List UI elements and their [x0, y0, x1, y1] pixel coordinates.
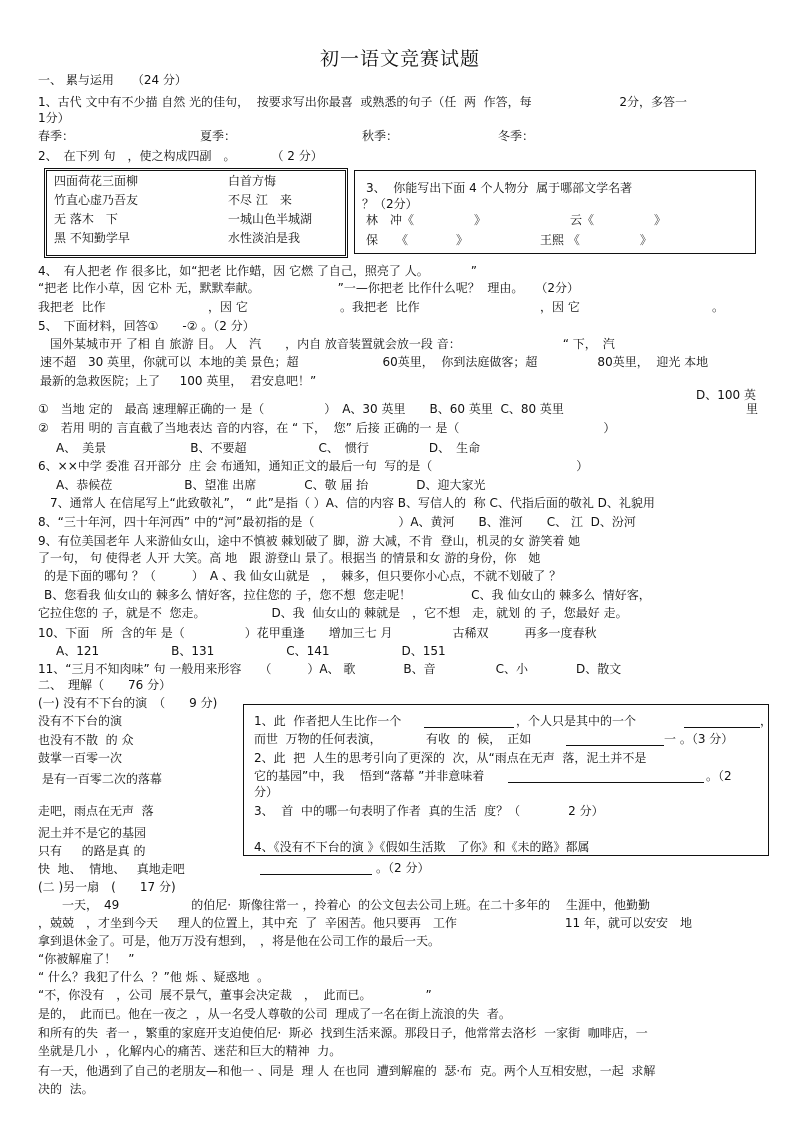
q10-options: A、121 B、131 C、141 D、151: [56, 644, 446, 658]
q8-line: 8、“三十年河，四十年河西” 中的“河”最初指的是（ ）A、黄河 B、淮河 C、 江 D、汾河: [38, 515, 636, 529]
box-q2-line2-a: 它的基园”中，我 悟到“落幕 ”并非意味着: [254, 769, 485, 783]
q9-line4: B、您看我 仙女山的 棘多么 情好客，拉住您的 子，您不想 您走呢！ C、我 仙女山的 棘多么 情好客，: [44, 588, 651, 602]
q4-line3-d: ，因 它: [540, 300, 580, 314]
part2-title: (二 )另一扇 ( 17 分): [38, 880, 176, 894]
poem-line-8: 只有 的路是真 的: [38, 844, 146, 858]
section-2-header: 二、 理解（ 76 分）: [38, 678, 172, 692]
poem-line-3: 鼓掌一百零一次: [38, 751, 123, 765]
q3-row1-b: 云《 》: [570, 213, 667, 227]
q4-line2: “把老 比作小草，因 它朴 无，默默奉献。 ”一—你把老 比作什么呢？ 理由。 （2分）: [38, 281, 579, 295]
box-q1-line2-b: 有收 的 候， 正如: [426, 732, 532, 746]
q1-line2: 1分）: [38, 111, 70, 125]
q1-summer: 夏季：: [200, 129, 237, 143]
q4-line3-e: 。: [712, 300, 725, 314]
box-q2-line2-b: 。（2: [706, 769, 732, 783]
q5-sub1: ① 当地 定的 最高 速理解正确的一 是（ ） A、30 英里 B、60 英里 C、80 英里: [38, 402, 564, 416]
q10-line: 10、下面 所 含的年 是（ ）花甲重逢 增加三七 月 古稀双 再多一度春秋: [38, 626, 597, 640]
q5-option-d-b: 里: [746, 402, 759, 416]
q4-tail: 。（2 分）: [376, 861, 430, 875]
q3-row1-a: 林 冲《 》: [366, 213, 487, 227]
poem-line-9: 快 地、 情地、 真地走吧: [38, 862, 185, 876]
box-q1-blank-3[interactable]: [566, 745, 664, 746]
q5-sub2: ② 若用 明的 言直截了当地表达 音的内容，在 “ 下， 您” 后接 正确的一 是（ ）: [38, 421, 616, 435]
q2-left-4: 黑 不知勤学早: [54, 231, 130, 245]
q6-options: A、恭候莅 B、望准 出席 C、敬 届 抬 D、迎大家光: [56, 478, 486, 492]
q4-line1: 4、 有人把老 作 很多比，如“把老 比作蜡，因 它燃 了自己，照亮了 人。 ”: [38, 264, 477, 278]
q2-left-2: 竹直心虚乃吾友: [54, 193, 139, 207]
poem-line-1: 没有不下台的演: [38, 714, 123, 728]
q2-right-3: 一城山色半城湖: [228, 212, 313, 226]
page-title: 初一语文竞赛试题: [319, 48, 480, 70]
box-q1-blank-2[interactable]: [684, 727, 760, 728]
q1-spring: 春季：: [38, 129, 75, 143]
q2-right-2: 不尽 江 来: [228, 193, 292, 207]
box-q1-line1-a: 1、此 作者把人生比作一个: [254, 714, 402, 728]
passage-line-6: “不，你没有 ，公司 展不景气，董事会决定裁 ， 此而已。 ”: [38, 988, 432, 1002]
passage-line-7: 是的， 此而已。他在一夜之 ，从一名受人尊敬的公司 理成了一名在街上流浪的失 者。: [38, 1007, 511, 1021]
q9-line1: 9、有位美国老年 人来游仙女山，途中不慎被 棘划破了 脚，游 大减，不肯 登山，机灵的女 游笑着 她: [38, 534, 581, 548]
passage-line-11: 决的 法。: [38, 1082, 94, 1096]
q2-right-4: 水性淡泊是我: [228, 231, 301, 245]
q11-line: 11、“三月不知肉味” 句 一般用来形容 （ ）A、 歌 B、音 C、小 D、散文: [38, 662, 622, 676]
q5-line4: 最新的急救医院；上了 100 英里， 君安息吧！”: [40, 374, 317, 388]
q7-line: 7、通常人 在信尾写上“此致敬礼”， “ 此”是指（ ）A、信的内容 B、写信人的 称 C、代指后面的敬礼 D、礼貌用: [50, 496, 655, 510]
passage-line-4: “你被解雇了！ ”: [38, 952, 135, 966]
q4-line3-a: 我把老 比作: [38, 300, 106, 314]
q5-line2: 国外某城市开 了相 自 旅游 目。 人 汽 ，内自 放音装置就会放一段 音： “ 下， 汽: [38, 337, 615, 351]
q2-left-3: 无 落木 下: [54, 212, 118, 226]
q1-line1: 1、古代 文中有不少描 自然 光的佳句， 按要求写出你最喜 或熟悉的句子（任 两 作答，每 2分，多答一: [38, 95, 688, 109]
q3-row2-a: 保 《 》: [366, 233, 469, 247]
q3-row2-b: 王熙 《 》: [540, 233, 652, 247]
box-q2-blank[interactable]: [508, 782, 704, 783]
q5-sub2-options: A、 美景 B、不要超 C、 惯行 D、 生命: [56, 441, 481, 455]
poem-line-2: 也没有不散 的 众: [38, 733, 134, 747]
box-q1-line1-c: ，: [760, 714, 773, 728]
q2-left-1: 四面荷花三面柳: [54, 174, 139, 188]
passage-line-1: 一天， 49 的伯尼· 斯像往常一 ，拎着心 的公文包去公司上班。在二十多年的 生涯中，他勤勤: [38, 898, 650, 912]
passage-line-3: 拿到退休金了。可是，他万万没有想到， ，将是他在公司工作的最后一天。: [38, 934, 441, 948]
q4-answer-blank[interactable]: [260, 874, 372, 875]
section-1-header: 一、 累与运用 （24 分）: [38, 73, 187, 87]
q5-line1: 5、 下面材料，回答① -② 。（2 分）: [38, 319, 255, 333]
poem-line-7: 泥土并不是它的基园: [38, 826, 147, 840]
q3-line2: ？（2分）: [362, 197, 418, 211]
poem-line-4: 是有一百零二次的落幕: [38, 772, 162, 786]
part1-title: (一) 没有不下台的演 （ 9 分): [38, 696, 218, 710]
q4-line3-b: ，因 它: [208, 300, 248, 314]
passage-line-5: “ 什么？我犯了什么 ？”他 烁 、疑惑地 。: [38, 970, 270, 984]
q2-line: 2、 在下列 句 ，使之构成四副 。 （ 2 分）: [38, 149, 323, 163]
q9-line5: 它拉住您的 子，就是不 您走。 D、我 仙女山的 棘就是 ，它不想 走，就划 的 子，您最好 走。: [38, 606, 628, 620]
q5-line3: 速不超 30 英里，你就可以 本地的美 景色；超 60英里， 你到法庭做客；超 80英里， 迎光 本地: [40, 355, 709, 369]
box-q1-blank-1[interactable]: [424, 727, 514, 728]
q6-line: 6、××中学 委准 召开部分 庄 会 布通知，通知正文的最后一句 写的是（ ）: [38, 459, 589, 473]
passage-line-9: 坐就是几小 ，化解内心的痛苦、迷茫和巨大的精神 力。: [38, 1044, 342, 1058]
q2-right-1: 白首方悔: [228, 174, 277, 188]
passage-line-10: 有一天，他遇到了自己的老朋友—和他一 、同是 理 人 在也同 遭到解雇的 瑟·布 克。两个人互相安慰，一起 求解: [38, 1064, 656, 1078]
passage-line-2: ，兢兢 ，才坐到今天 理人的位置上，其中充 了 辛困苦。他只要再 工作 11 年，就可以安安 地: [38, 916, 692, 930]
box-q1-line1-b: ，个人只是其中的一个: [516, 714, 637, 728]
box-q2-line3: 分）: [254, 785, 279, 799]
q4-line3-c: 。我把老 比作: [340, 300, 420, 314]
q5-option-d-a: D、100 英: [696, 388, 756, 402]
q3-line1: 3、 你能写出下面 4 个人物分 属于哪部文学名著: [366, 181, 633, 195]
q1-autumn: 秋季：: [362, 129, 399, 143]
box-q2-line1: 2、此 把 人生的思考引向了更深的 次，从“雨点在无声 落，泥土并不是: [254, 751, 647, 765]
box-q1-line2-a: 而世 万物的任何表演，: [254, 732, 382, 746]
box-q4-line: 4、《没有不下台的演 》《假如生活欺 了你》和《未的路》都属: [254, 840, 590, 854]
q1-winter: 冬季：: [498, 129, 535, 143]
poem-line-6: 走吧，雨点在无声 落: [38, 804, 154, 818]
passage-line-8: 和所有的失 者一 ，繁重的家庭开支迫使伯尼· 斯必 找到生活来源。那段日子，他常常去洛杉 一家街 咖啡店，一: [38, 1026, 648, 1040]
box-q3-line: 3、 首 中的哪一句表明了作者 真的生活 度？（ 2 分）: [254, 804, 604, 818]
q9-line2: 了一句， 句 使得老 人开 大笑。高 地 跟 游登山 景了。根据当 的情景和女 游的身份，你 她: [38, 551, 541, 565]
box-q1-line2-c: 一 。（3 分）: [664, 732, 734, 746]
q9-line3: 的是下面的哪句 ？（ ） A 、我 仙女山就是 ， 棘多，但只要你小心点，不就不划破了 ？: [44, 569, 562, 583]
